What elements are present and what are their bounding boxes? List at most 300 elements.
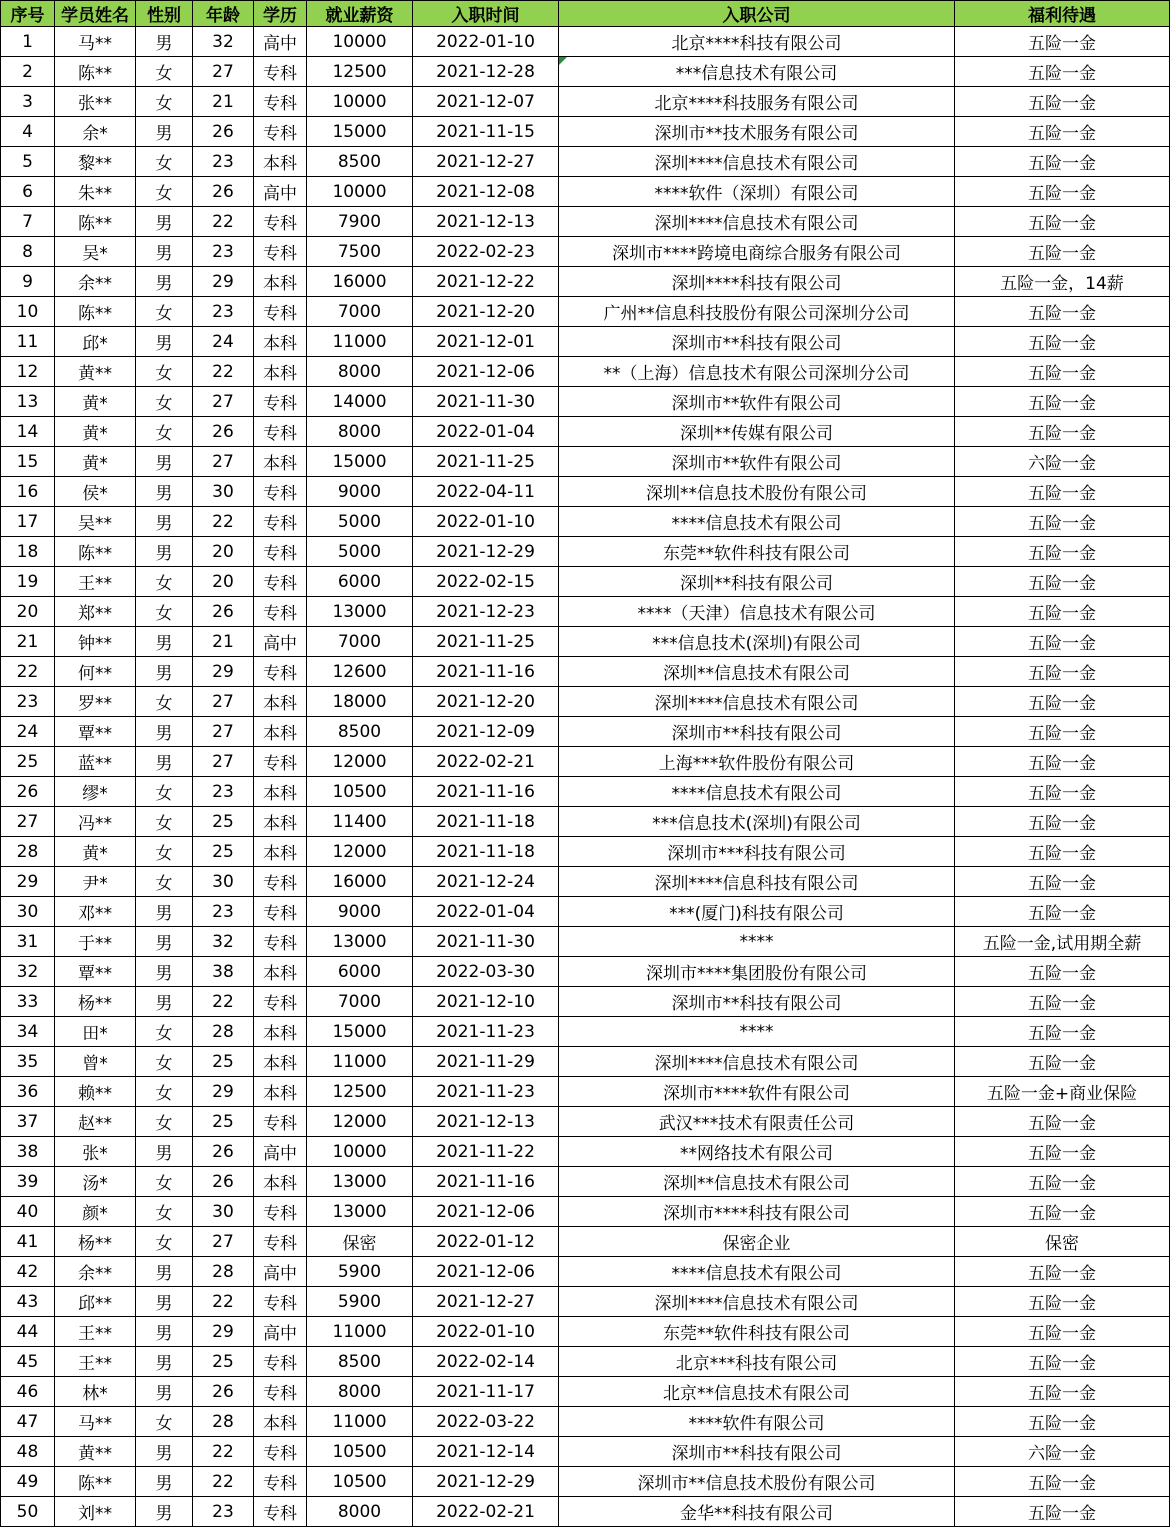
cell-index[interactable]: 44: [1, 1317, 55, 1347]
cell-benefits[interactable]: 五险一金: [955, 1497, 1170, 1527]
cell-age[interactable]: 27: [193, 387, 254, 417]
cell-start-date[interactable]: 2021-12-10: [413, 987, 559, 1017]
cell-start-date[interactable]: 2022-04-11: [413, 477, 559, 507]
cell-salary[interactable]: 15000: [307, 447, 413, 477]
cell-start-date[interactable]: 2021-12-28: [413, 57, 559, 87]
cell-gender[interactable]: 女: [136, 1047, 193, 1077]
cell-index[interactable]: 31: [1, 927, 55, 957]
cell-company[interactable]: **（上海）信息技术有限公司深圳分公司: [559, 357, 955, 387]
cell-benefits[interactable]: 五险一金: [955, 957, 1170, 987]
cell-gender[interactable]: 男: [136, 987, 193, 1017]
cell-name[interactable]: 陈**: [55, 1467, 136, 1497]
cell-name[interactable]: 尹*: [55, 867, 136, 897]
cell-company[interactable]: 深圳**信息技术有限公司: [559, 1167, 955, 1197]
cell-benefits[interactable]: 五险一金: [955, 117, 1170, 147]
cell-start-date[interactable]: 2021-12-22: [413, 267, 559, 297]
cell-age[interactable]: 20: [193, 567, 254, 597]
cell-name[interactable]: 吴**: [55, 507, 136, 537]
cell-start-date[interactable]: 2021-11-16: [413, 657, 559, 687]
cell-company[interactable]: 深圳市**科技有限公司: [559, 1437, 955, 1467]
cell-index[interactable]: 22: [1, 657, 55, 687]
cell-start-date[interactable]: 2021-11-15: [413, 117, 559, 147]
cell-salary[interactable]: 12000: [307, 1107, 413, 1137]
cell-start-date[interactable]: 2021-11-29: [413, 1047, 559, 1077]
cell-index[interactable]: 30: [1, 897, 55, 927]
cell-salary[interactable]: 13000: [307, 597, 413, 627]
cell-name[interactable]: 王**: [55, 1347, 136, 1377]
cell-name[interactable]: 张*: [55, 1137, 136, 1167]
cell-name[interactable]: 黄*: [55, 387, 136, 417]
student-name-header[interactable]: 学员姓名: [55, 1, 136, 27]
cell-company[interactable]: 广州**信息科技股份有限公司深圳分公司: [559, 297, 955, 327]
cell-name[interactable]: 陈**: [55, 537, 136, 567]
cell-start-date[interactable]: 2022-01-10: [413, 1317, 559, 1347]
cell-start-date[interactable]: 2022-02-21: [413, 1497, 559, 1527]
cell-start-date[interactable]: 2021-12-06: [413, 1197, 559, 1227]
cell-age[interactable]: 30: [193, 1197, 254, 1227]
cell-name[interactable]: 林*: [55, 1377, 136, 1407]
cell-index[interactable]: 35: [1, 1047, 55, 1077]
cell-salary[interactable]: 12500: [307, 57, 413, 87]
cell-gender[interactable]: 男: [136, 1317, 193, 1347]
cell-name[interactable]: 蓝**: [55, 747, 136, 777]
cell-start-date[interactable]: 2021-12-08: [413, 177, 559, 207]
cell-age[interactable]: 26: [193, 417, 254, 447]
cell-salary[interactable]: 15000: [307, 1017, 413, 1047]
cell-salary[interactable]: 10500: [307, 777, 413, 807]
cell-benefits[interactable]: 五险一金: [955, 1347, 1170, 1377]
cell-salary[interactable]: 18000: [307, 687, 413, 717]
cell-company[interactable]: ***信息技术有限公司: [559, 57, 955, 87]
cell-gender[interactable]: 男: [136, 1287, 193, 1317]
cell-age[interactable]: 22: [193, 1287, 254, 1317]
cell-education[interactable]: 专科: [254, 1467, 307, 1497]
cell-benefits[interactable]: 五险一金: [955, 1137, 1170, 1167]
cell-gender[interactable]: 男: [136, 717, 193, 747]
cell-gender[interactable]: 女: [136, 1197, 193, 1227]
cell-salary[interactable]: 8000: [307, 417, 413, 447]
cell-gender[interactable]: 男: [136, 627, 193, 657]
cell-education[interactable]: 专科: [254, 657, 307, 687]
cell-benefits[interactable]: 五险一金: [955, 747, 1170, 777]
cell-start-date[interactable]: 2022-03-22: [413, 1407, 559, 1437]
cell-start-date[interactable]: 2021-12-06: [413, 357, 559, 387]
cell-index[interactable]: 4: [1, 117, 55, 147]
cell-education[interactable]: 高中: [254, 1257, 307, 1287]
cell-gender[interactable]: 男: [136, 27, 193, 57]
cell-name[interactable]: 陈**: [55, 57, 136, 87]
cell-name[interactable]: 黄*: [55, 837, 136, 867]
cell-education[interactable]: 高中: [254, 177, 307, 207]
cell-education[interactable]: 专科: [254, 477, 307, 507]
cell-education[interactable]: 专科: [254, 1437, 307, 1467]
cell-benefits[interactable]: 五险一金: [955, 1317, 1170, 1347]
cell-benefits[interactable]: 五险一金: [955, 147, 1170, 177]
cell-index[interactable]: 1: [1, 27, 55, 57]
cell-company[interactable]: ***信息技术(深圳)有限公司: [559, 627, 955, 657]
cell-age[interactable]: 23: [193, 297, 254, 327]
cell-education[interactable]: 专科: [254, 387, 307, 417]
cell-benefits[interactable]: 六险一金: [955, 1437, 1170, 1467]
cell-gender[interactable]: 女: [136, 177, 193, 207]
cell-education[interactable]: 本科: [254, 777, 307, 807]
gender-header[interactable]: 性别: [136, 1, 193, 27]
cell-age[interactable]: 23: [193, 237, 254, 267]
cell-index[interactable]: 21: [1, 627, 55, 657]
cell-index[interactable]: 23: [1, 687, 55, 717]
cell-salary[interactable]: 16000: [307, 867, 413, 897]
cell-benefits[interactable]: 五险一金: [955, 567, 1170, 597]
cell-gender[interactable]: 男: [136, 327, 193, 357]
cell-company[interactable]: 深圳**科技有限公司: [559, 567, 955, 597]
cell-benefits[interactable]: 五险一金: [955, 1047, 1170, 1077]
cell-index[interactable]: 17: [1, 507, 55, 537]
cell-gender[interactable]: 男: [136, 1467, 193, 1497]
benefits-header[interactable]: 福利待遇: [955, 1, 1170, 27]
cell-company[interactable]: 金华**科技有限公司: [559, 1497, 955, 1527]
cell-company[interactable]: ****: [559, 927, 955, 957]
cell-age[interactable]: 21: [193, 87, 254, 117]
cell-benefits[interactable]: 五险一金: [955, 537, 1170, 567]
cell-education[interactable]: 本科: [254, 1077, 307, 1107]
cell-age[interactable]: 25: [193, 1347, 254, 1377]
cell-benefits[interactable]: 五险一金: [955, 387, 1170, 417]
cell-company[interactable]: 深圳市****软件有限公司: [559, 1077, 955, 1107]
cell-age[interactable]: 32: [193, 927, 254, 957]
cell-name[interactable]: 覃**: [55, 957, 136, 987]
cell-start-date[interactable]: 2021-12-13: [413, 1107, 559, 1137]
cell-education[interactable]: 专科: [254, 897, 307, 927]
cell-benefits[interactable]: 五险一金: [955, 1197, 1170, 1227]
cell-company[interactable]: 深圳市***科技有限公司: [559, 837, 955, 867]
cell-start-date[interactable]: 2021-11-22: [413, 1137, 559, 1167]
cell-salary[interactable]: 8000: [307, 1497, 413, 1527]
cell-start-date[interactable]: 2021-11-16: [413, 1167, 559, 1197]
cell-benefits[interactable]: 五险一金: [955, 867, 1170, 897]
cell-name[interactable]: 冯**: [55, 807, 136, 837]
cell-age[interactable]: 22: [193, 1467, 254, 1497]
cell-salary[interactable]: 13000: [307, 927, 413, 957]
cell-salary[interactable]: 11000: [307, 1407, 413, 1437]
cell-company[interactable]: 深圳****信息技术有限公司: [559, 147, 955, 177]
cell-company[interactable]: 北京***科技有限公司: [559, 1347, 955, 1377]
cell-index[interactable]: 13: [1, 387, 55, 417]
cell-gender[interactable]: 男: [136, 117, 193, 147]
cell-benefits[interactable]: 五险一金: [955, 207, 1170, 237]
cell-benefits[interactable]: 五险一金: [955, 297, 1170, 327]
cell-education[interactable]: 专科: [254, 117, 307, 147]
cell-age[interactable]: 21: [193, 627, 254, 657]
cell-start-date[interactable]: 2021-11-23: [413, 1077, 559, 1107]
cell-start-date[interactable]: 2021-11-25: [413, 627, 559, 657]
cell-start-date[interactable]: 2021-12-23: [413, 597, 559, 627]
cell-gender[interactable]: 女: [136, 57, 193, 87]
cell-salary[interactable]: 10000: [307, 177, 413, 207]
cell-start-date[interactable]: 2021-11-17: [413, 1377, 559, 1407]
cell-age[interactable]: 20: [193, 537, 254, 567]
cell-age[interactable]: 23: [193, 1497, 254, 1527]
cell-start-date[interactable]: 2021-12-29: [413, 537, 559, 567]
cell-name[interactable]: 黎**: [55, 147, 136, 177]
cell-age[interactable]: 27: [193, 1227, 254, 1257]
cell-age[interactable]: 24: [193, 327, 254, 357]
cell-start-date[interactable]: 2021-12-09: [413, 717, 559, 747]
cell-index[interactable]: 42: [1, 1257, 55, 1287]
cell-age[interactable]: 28: [193, 1257, 254, 1287]
cell-company[interactable]: 东莞**软件科技有限公司: [559, 537, 955, 567]
cell-start-date[interactable]: 2021-12-14: [413, 1437, 559, 1467]
cell-gender[interactable]: 女: [136, 147, 193, 177]
cell-index[interactable]: 34: [1, 1017, 55, 1047]
cell-gender[interactable]: 男: [136, 927, 193, 957]
cell-salary[interactable]: 10000: [307, 1137, 413, 1167]
cell-index[interactable]: 41: [1, 1227, 55, 1257]
cell-benefits[interactable]: 五险一金: [955, 357, 1170, 387]
cell-index[interactable]: 27: [1, 807, 55, 837]
cell-name[interactable]: 刘**: [55, 1497, 136, 1527]
cell-salary[interactable]: 7000: [307, 987, 413, 1017]
cell-gender[interactable]: 女: [136, 1227, 193, 1257]
cell-benefits[interactable]: 五险一金: [955, 1017, 1170, 1047]
cell-gender[interactable]: 男: [136, 897, 193, 927]
cell-company[interactable]: 深圳市**科技有限公司: [559, 717, 955, 747]
cell-gender[interactable]: 女: [136, 867, 193, 897]
cell-index[interactable]: 12: [1, 357, 55, 387]
cell-name[interactable]: 罗**: [55, 687, 136, 717]
cell-education[interactable]: 本科: [254, 327, 307, 357]
cell-gender[interactable]: 女: [136, 1017, 193, 1047]
cell-company[interactable]: 北京****科技有限公司: [559, 27, 955, 57]
cell-salary[interactable]: 10000: [307, 27, 413, 57]
cell-benefits[interactable]: 五险一金: [955, 177, 1170, 207]
cell-start-date[interactable]: 2021-12-29: [413, 1467, 559, 1497]
cell-index[interactable]: 39: [1, 1167, 55, 1197]
cell-index[interactable]: 15: [1, 447, 55, 477]
cell-gender[interactable]: 女: [136, 1407, 193, 1437]
cell-benefits[interactable]: 五险一金: [955, 807, 1170, 837]
cell-gender[interactable]: 女: [136, 567, 193, 597]
cell-gender[interactable]: 女: [136, 357, 193, 387]
cell-salary[interactable]: 7000: [307, 627, 413, 657]
cell-company[interactable]: ***信息技术(深圳)有限公司: [559, 807, 955, 837]
cell-index[interactable]: 8: [1, 237, 55, 267]
cell-gender[interactable]: 女: [136, 1077, 193, 1107]
cell-start-date[interactable]: 2021-11-25: [413, 447, 559, 477]
cell-benefits[interactable]: 六险一金: [955, 447, 1170, 477]
cell-benefits[interactable]: 五险一金: [955, 597, 1170, 627]
cell-education[interactable]: 本科: [254, 717, 307, 747]
cell-company[interactable]: 深圳**信息技术有限公司: [559, 657, 955, 687]
cell-index[interactable]: 45: [1, 1347, 55, 1377]
cell-start-date[interactable]: 2021-11-30: [413, 927, 559, 957]
cell-salary[interactable]: 10000: [307, 87, 413, 117]
cell-index[interactable]: 48: [1, 1437, 55, 1467]
cell-gender[interactable]: 男: [136, 1137, 193, 1167]
cell-education[interactable]: 专科: [254, 87, 307, 117]
cell-age[interactable]: 22: [193, 207, 254, 237]
cell-name[interactable]: 黄**: [55, 1437, 136, 1467]
cell-company[interactable]: 深圳市**科技有限公司: [559, 327, 955, 357]
start-date-header[interactable]: 入职时间: [413, 1, 559, 27]
cell-age[interactable]: 26: [193, 1167, 254, 1197]
cell-index[interactable]: 11: [1, 327, 55, 357]
cell-company[interactable]: 上海***软件股份有限公司: [559, 747, 955, 777]
cell-start-date[interactable]: 2022-02-21: [413, 747, 559, 777]
cell-company[interactable]: 深圳市****集团股份有限公司: [559, 957, 955, 987]
cell-benefits[interactable]: 五险一金: [955, 657, 1170, 687]
company-header[interactable]: 入职公司: [559, 1, 955, 27]
cell-company[interactable]: ****软件有限公司: [559, 1407, 955, 1437]
cell-salary[interactable]: 5000: [307, 507, 413, 537]
cell-company[interactable]: 保密企业: [559, 1227, 955, 1257]
cell-education[interactable]: 本科: [254, 267, 307, 297]
cell-education[interactable]: 专科: [254, 507, 307, 537]
cell-benefits[interactable]: 五险一金: [955, 1107, 1170, 1137]
cell-name[interactable]: 颜*: [55, 1197, 136, 1227]
cell-education[interactable]: 本科: [254, 357, 307, 387]
cell-start-date[interactable]: 2022-01-04: [413, 897, 559, 927]
cell-education[interactable]: 专科: [254, 1227, 307, 1257]
cell-benefits[interactable]: 五险一金: [955, 897, 1170, 927]
cell-gender[interactable]: 男: [136, 237, 193, 267]
cell-salary[interactable]: 10500: [307, 1467, 413, 1497]
cell-benefits[interactable]: 五险一金: [955, 987, 1170, 1017]
cell-salary[interactable]: 10500: [307, 1437, 413, 1467]
cell-index[interactable]: 38: [1, 1137, 55, 1167]
cell-name[interactable]: 朱**: [55, 177, 136, 207]
cell-company[interactable]: ****: [559, 1017, 955, 1047]
cell-name[interactable]: 杨**: [55, 1227, 136, 1257]
cell-salary[interactable]: 6000: [307, 957, 413, 987]
cell-company[interactable]: 深圳****信息技术有限公司: [559, 1287, 955, 1317]
cell-education[interactable]: 专科: [254, 1497, 307, 1527]
cell-gender[interactable]: 女: [136, 1107, 193, 1137]
cell-age[interactable]: 29: [193, 267, 254, 297]
cell-start-date[interactable]: 2021-11-18: [413, 807, 559, 837]
cell-company[interactable]: ****信息技术有限公司: [559, 1257, 955, 1287]
cell-name[interactable]: 侯*: [55, 477, 136, 507]
cell-index[interactable]: 29: [1, 867, 55, 897]
cell-index[interactable]: 2: [1, 57, 55, 87]
cell-age[interactable]: 27: [193, 447, 254, 477]
cell-age[interactable]: 25: [193, 837, 254, 867]
cell-salary[interactable]: 9000: [307, 477, 413, 507]
cell-name[interactable]: 黄**: [55, 357, 136, 387]
cell-benefits[interactable]: 五险一金: [955, 777, 1170, 807]
cell-index[interactable]: 28: [1, 837, 55, 867]
cell-salary[interactable]: 11000: [307, 1317, 413, 1347]
cell-education[interactable]: 专科: [254, 1287, 307, 1317]
cell-education[interactable]: 本科: [254, 687, 307, 717]
cell-name[interactable]: 王**: [55, 567, 136, 597]
cell-education[interactable]: 本科: [254, 1407, 307, 1437]
cell-company[interactable]: 深圳市**信息技术股份有限公司: [559, 1467, 955, 1497]
cell-company[interactable]: 深圳****信息技术有限公司: [559, 207, 955, 237]
cell-company[interactable]: 深圳市**软件有限公司: [559, 447, 955, 477]
cell-company[interactable]: 深圳**信息技术股份有限公司: [559, 477, 955, 507]
cell-index[interactable]: 50: [1, 1497, 55, 1527]
cell-age[interactable]: 22: [193, 1437, 254, 1467]
cell-benefits[interactable]: 五险一金,试用期全薪: [955, 927, 1170, 957]
cell-index[interactable]: 19: [1, 567, 55, 597]
cell-salary[interactable]: 8000: [307, 1377, 413, 1407]
cell-salary[interactable]: 9000: [307, 897, 413, 927]
cell-salary[interactable]: 8000: [307, 357, 413, 387]
cell-index[interactable]: 10: [1, 297, 55, 327]
cell-salary[interactable]: 12500: [307, 1077, 413, 1107]
cell-education[interactable]: 高中: [254, 627, 307, 657]
cell-age[interactable]: 27: [193, 717, 254, 747]
cell-company[interactable]: **网络技术有限公司: [559, 1137, 955, 1167]
cell-name[interactable]: 邱*: [55, 327, 136, 357]
cell-gender[interactable]: 男: [136, 1497, 193, 1527]
cell-name[interactable]: 马**: [55, 1407, 136, 1437]
cell-education[interactable]: 本科: [254, 1047, 307, 1077]
cell-name[interactable]: 于**: [55, 927, 136, 957]
cell-start-date[interactable]: 2021-12-13: [413, 207, 559, 237]
cell-benefits[interactable]: 五险一金: [955, 1377, 1170, 1407]
cell-age[interactable]: 23: [193, 147, 254, 177]
cell-age[interactable]: 27: [193, 747, 254, 777]
cell-gender[interactable]: 男: [136, 747, 193, 777]
cell-start-date[interactable]: 2021-12-20: [413, 297, 559, 327]
cell-index[interactable]: 3: [1, 87, 55, 117]
cell-age[interactable]: 28: [193, 1407, 254, 1437]
cell-start-date[interactable]: 2022-02-14: [413, 1347, 559, 1377]
cell-company[interactable]: ****信息技术有限公司: [559, 777, 955, 807]
cell-name[interactable]: 曾*: [55, 1047, 136, 1077]
cell-index[interactable]: 9: [1, 267, 55, 297]
cell-education[interactable]: 本科: [254, 447, 307, 477]
cell-name[interactable]: 王**: [55, 1317, 136, 1347]
cell-gender[interactable]: 女: [136, 597, 193, 627]
cell-salary[interactable]: 11000: [307, 327, 413, 357]
cell-gender[interactable]: 男: [136, 537, 193, 567]
cell-education[interactable]: 本科: [254, 957, 307, 987]
cell-gender[interactable]: 男: [136, 507, 193, 537]
cell-gender[interactable]: 男: [136, 1377, 193, 1407]
cell-company[interactable]: 北京****科技服务有限公司: [559, 87, 955, 117]
cell-name[interactable]: 陈**: [55, 297, 136, 327]
cell-start-date[interactable]: 2022-01-12: [413, 1227, 559, 1257]
cell-education[interactable]: 专科: [254, 537, 307, 567]
cell-company[interactable]: 东莞**软件科技有限公司: [559, 1317, 955, 1347]
cell-company[interactable]: 北京**信息技术有限公司: [559, 1377, 955, 1407]
cell-gender[interactable]: 女: [136, 837, 193, 867]
cell-start-date[interactable]: 2021-12-20: [413, 687, 559, 717]
cell-index[interactable]: 43: [1, 1287, 55, 1317]
cell-benefits[interactable]: 五险一金: [955, 837, 1170, 867]
age-header[interactable]: 年龄: [193, 1, 254, 27]
cell-start-date[interactable]: 2021-12-24: [413, 867, 559, 897]
cell-name[interactable]: 缪*: [55, 777, 136, 807]
cell-gender[interactable]: 男: [136, 1437, 193, 1467]
cell-name[interactable]: 何**: [55, 657, 136, 687]
cell-start-date[interactable]: 2021-11-16: [413, 777, 559, 807]
cell-education[interactable]: 高中: [254, 1317, 307, 1347]
cell-gender[interactable]: 女: [136, 297, 193, 327]
cell-gender[interactable]: 女: [136, 417, 193, 447]
cell-index[interactable]: 47: [1, 1407, 55, 1437]
cell-name[interactable]: 郑**: [55, 597, 136, 627]
cell-salary[interactable]: 14000: [307, 387, 413, 417]
cell-name[interactable]: 邓**: [55, 897, 136, 927]
cell-company[interactable]: 深圳****信息技术有限公司: [559, 1047, 955, 1077]
cell-education[interactable]: 本科: [254, 807, 307, 837]
cell-gender[interactable]: 男: [136, 207, 193, 237]
cell-salary[interactable]: 8500: [307, 147, 413, 177]
cell-name[interactable]: 余**: [55, 267, 136, 297]
